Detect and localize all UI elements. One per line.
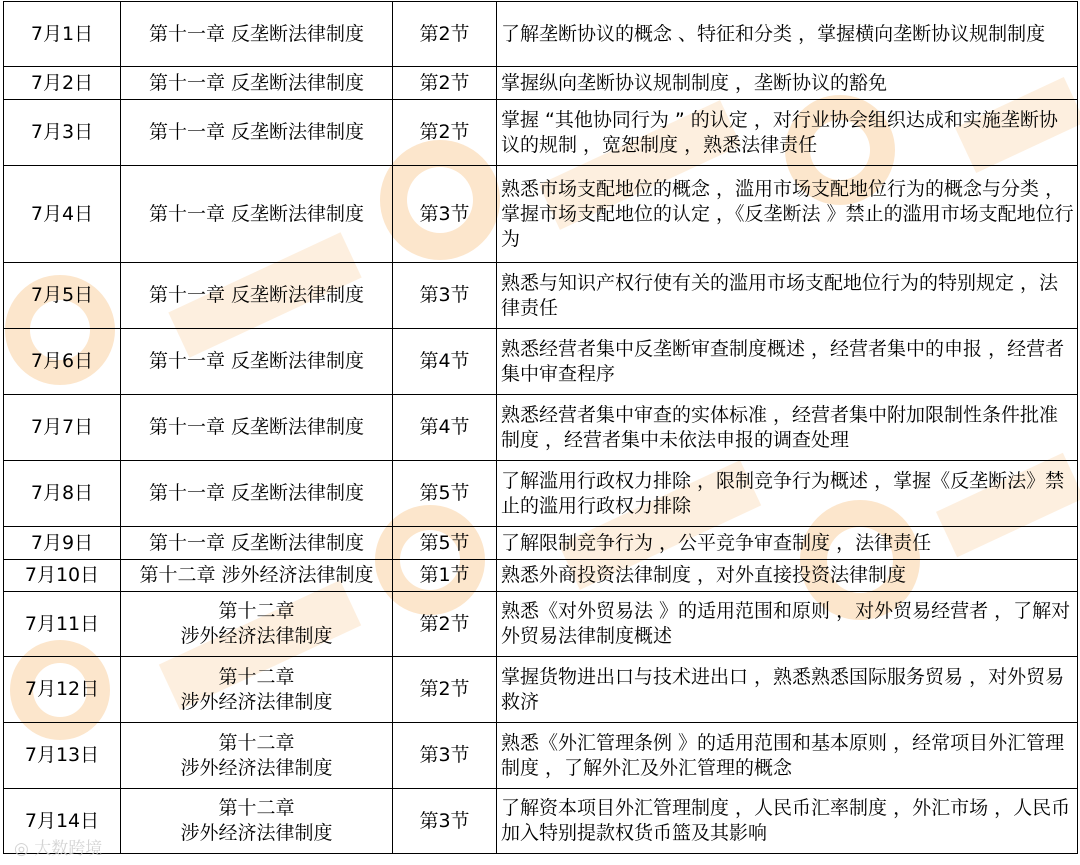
- date-cell: 7月14日: [4, 789, 121, 854]
- chapter-cell: 第十二章 涉外经济法律制度: [121, 723, 393, 789]
- date-cell: 7月13日: [4, 723, 121, 789]
- date-cell: 7月10日: [4, 560, 121, 592]
- chapter-cell: 第十一章 反垄断法律制度: [121, 263, 393, 329]
- content-cell: 熟悉经营者集中反垄断审查制度概述 ，经营者集中的申报 ，经营者集中审查程序: [497, 329, 1078, 395]
- content-cell: 掌握纵向垄断协议规制制度 ，垄断协议的豁免: [497, 67, 1078, 100]
- table-row: [4, 395, 1078, 461]
- content-cell: 了解滥用行政权力排除 ，限制竞争行为概述 ，掌握《反垄断法》禁止的滥用行政权力排除: [497, 461, 1078, 527]
- table-row: [4, 461, 1078, 527]
- table-row: [4, 67, 1078, 100]
- date-cell: 7月11日: [4, 592, 121, 657]
- corner-watermark: [14, 834, 102, 859]
- table-row: [4, 166, 1078, 263]
- chapter-cell: 第十一章 反垄断法律制度: [121, 166, 393, 263]
- date-cell: 7月12日: [4, 657, 121, 723]
- section-cell: 第4节: [393, 329, 497, 395]
- chapter-cell: 第十一章 反垄断法律制度: [121, 395, 393, 461]
- date-cell: 7月5日: [4, 263, 121, 329]
- section-cell: 第2节: [393, 2, 497, 67]
- table-row: [4, 2, 1078, 67]
- chapter-cell: 第十一章 反垄断法律制度: [121, 67, 393, 100]
- date-cell: 7月1日: [4, 2, 121, 67]
- table-row: [4, 100, 1078, 166]
- section-cell: 第2节: [393, 100, 497, 166]
- schedule-table-body: [4, 2, 1078, 854]
- date-cell: 7月8日: [4, 461, 121, 527]
- chapter-cell: 第十二章 涉外经济法律制度: [121, 657, 393, 723]
- date-cell: 7月4日: [4, 166, 121, 263]
- table-row: [4, 789, 1078, 854]
- section-cell: 第2节: [393, 657, 497, 723]
- table-row: [4, 657, 1078, 723]
- date-cell: 7月6日: [4, 329, 121, 395]
- table-row: [4, 527, 1078, 560]
- content-cell: 了解限制竞争行为 ，公平竞争审查制度 ，法律责任: [497, 527, 1078, 560]
- content-cell: 掌握 “其他协同行为 ” 的认定 ，对行业协会组织达成和实施垄断协议的规制 ，宽恕制度 ，熟悉法律责任: [497, 100, 1078, 166]
- chapter-cell: 第十二章 涉外经济法律制度: [121, 789, 393, 854]
- date-cell: 7月2日: [4, 67, 121, 100]
- section-cell: 第3节: [393, 723, 497, 789]
- table-row: [4, 723, 1078, 789]
- chapter-cell: 第十二章 涉外经济法律制度: [121, 560, 393, 592]
- content-cell: 掌握货物进出口与技术进出口 ，熟悉熟悉国际服务贸易 ，对外贸易救济: [497, 657, 1078, 723]
- table-row: [4, 592, 1078, 657]
- study-schedule-table: [3, 1, 1078, 854]
- section-cell: 第1节: [393, 560, 497, 592]
- content-cell: 熟悉经营者集中审查的实体标准 ，经营者集中附加限制性条件批准制度 ，经营者集中未依法申报的调查处理: [497, 395, 1078, 461]
- date-cell: 7月9日: [4, 527, 121, 560]
- date-cell: 7月3日: [4, 100, 121, 166]
- watermark-text: 大数跨境: [34, 839, 103, 859]
- chapter-cell: 第十二章 涉外经济法律制度: [121, 592, 393, 657]
- date-cell: 7月7日: [4, 395, 121, 461]
- section-cell: 第4节: [393, 395, 497, 461]
- content-cell: 熟悉《对外贸易法 》的适用范围和原则 ，对外贸易经营者 ，了解对外贸易法律制度概述: [497, 592, 1078, 657]
- table-row: [4, 560, 1078, 592]
- section-cell: 第2节: [393, 67, 497, 100]
- content-cell: 了解资本项目外汇管理制度 ，人民币汇率制度 ，外汇市场 ，人民币加入特别提款权货币篮及其影响: [497, 789, 1078, 854]
- section-cell: 第3节: [393, 166, 497, 263]
- content-cell: 熟悉《外汇管理条例 》的适用范围和基本原则 ，经常项目外汇管理制度 ，了解外汇及外汇管理的概念: [497, 723, 1078, 789]
- watermark-logo-icon: ◎: [14, 839, 35, 859]
- chapter-cell: 第十一章 反垄断法律制度: [121, 527, 393, 560]
- section-cell: 第3节: [393, 263, 497, 329]
- section-cell: 第3节: [393, 789, 497, 854]
- section-cell: 第2节: [393, 592, 497, 657]
- table-row: [4, 263, 1078, 329]
- section-cell: 第5节: [393, 527, 497, 560]
- table-row: [4, 329, 1078, 395]
- chapter-cell: 第十一章 反垄断法律制度: [121, 329, 393, 395]
- content-cell: 了解垄断协议的概念 、特征和分类 ，掌握横向垄断协议规制制度: [497, 2, 1078, 67]
- section-cell: 第5节: [393, 461, 497, 527]
- content-cell: 熟悉市场支配地位的概念 ，滥用市场支配地位行为的概念与分类 ，掌握市场支配地位的认定 ，《反垄断法 》禁止的滥用市场支配地位行为: [497, 166, 1078, 263]
- content-cell: 熟悉与知识产权行使有关的滥用市场支配地位行为的特别规定 ，法律责任: [497, 263, 1078, 329]
- content-cell: 熟悉外商投资法律制度 ，对外直接投资法律制度: [497, 560, 1078, 592]
- chapter-cell: 第十一章 反垄断法律制度: [121, 100, 393, 166]
- chapter-cell: 第十一章 反垄断法律制度: [121, 461, 393, 527]
- chapter-cell: 第十一章 反垄断法律制度: [121, 2, 393, 67]
